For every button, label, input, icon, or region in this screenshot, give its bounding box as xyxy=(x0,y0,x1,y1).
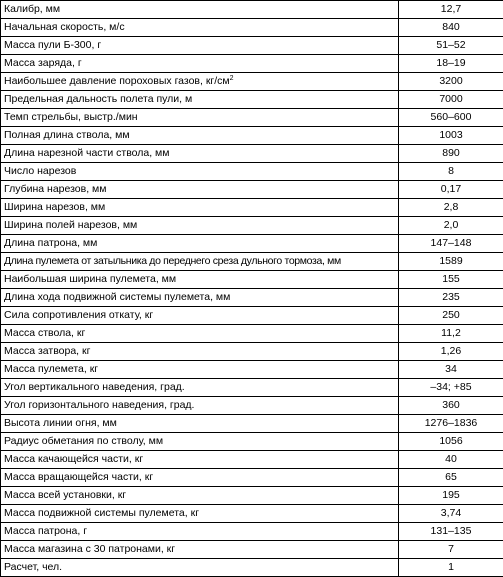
parameter-value: 0,17 xyxy=(399,181,503,199)
parameter-label xyxy=(1,307,399,325)
parameter-label xyxy=(1,73,399,91)
parameter-label-text: Масса затвора, кг xyxy=(4,345,90,357)
parameter-value: 8 xyxy=(399,163,503,181)
parameter-label xyxy=(1,217,399,235)
table-row xyxy=(1,487,503,505)
table-row xyxy=(1,505,503,523)
parameter-label-text: Угол горизонтального наведения, град. xyxy=(4,399,194,411)
parameter-value: 2,0 xyxy=(399,217,503,235)
parameter-label xyxy=(1,361,399,379)
parameter-label xyxy=(1,199,399,217)
parameter-label xyxy=(1,469,399,487)
parameter-value: 12,7 xyxy=(399,1,503,19)
parameter-label-text: Высота линии огня, мм xyxy=(4,417,117,429)
parameter-value: 147–148 xyxy=(399,235,503,253)
parameter-label-text: Калибр, мм xyxy=(4,3,60,15)
table-row xyxy=(1,181,503,199)
parameter-label xyxy=(1,145,399,163)
parameter-value: 18–19 xyxy=(399,55,503,73)
parameter-value: –34; +85 xyxy=(399,379,503,397)
parameter-label-text: Число нарезов xyxy=(4,165,76,177)
parameter-value: 2,8 xyxy=(399,199,503,217)
parameter-label-text: Полная длина ствола, мм xyxy=(4,129,130,141)
parameter-value: 131–135 xyxy=(399,523,503,541)
parameter-value: 840 xyxy=(399,19,503,37)
parameter-label xyxy=(1,19,399,37)
parameter-label-text: Расчет, чел. xyxy=(4,561,62,573)
parameter-label-text: Угол вертикального наведения, град. xyxy=(4,381,185,393)
parameter-label-text: Ширина нарезов, мм xyxy=(4,201,105,213)
parameter-label xyxy=(1,433,399,451)
table-row xyxy=(1,307,503,325)
parameter-label-text: Темп стрельбы, выстр./мин xyxy=(4,111,138,123)
parameter-label-text: Масса пулемета, кг xyxy=(4,363,98,375)
parameter-value: 235 xyxy=(399,289,503,307)
specifications-table-body xyxy=(1,1,503,577)
parameter-label-text: Глубина нарезов, мм xyxy=(4,183,107,195)
parameter-value: 40 xyxy=(399,451,503,469)
table-row xyxy=(1,559,503,577)
parameter-label-text: Масса вращающейся части, кг xyxy=(4,471,153,483)
parameter-label-text: Начальная скорость, м/с xyxy=(4,21,125,33)
parameter-label-text: Наибольшее давление пороховых газов, кг/см xyxy=(4,75,230,87)
parameter-label-text: Масса ствола, кг xyxy=(4,327,85,339)
table-row xyxy=(1,73,503,91)
table-row xyxy=(1,109,503,127)
parameter-label xyxy=(1,415,399,433)
parameter-label xyxy=(1,289,399,307)
parameter-label xyxy=(1,541,399,559)
parameter-label xyxy=(1,253,399,271)
table-row xyxy=(1,253,503,271)
parameter-value: 1589 xyxy=(399,253,503,271)
parameter-label-text: Длина хода подвижной системы пулемета, мм xyxy=(4,291,230,303)
parameter-label xyxy=(1,91,399,109)
parameter-label xyxy=(1,109,399,127)
parameter-value: 65 xyxy=(399,469,503,487)
parameter-label-text: Сила сопротивления откату, кг xyxy=(4,309,153,321)
table-row xyxy=(1,289,503,307)
table-row xyxy=(1,163,503,181)
table-row xyxy=(1,145,503,163)
parameter-label xyxy=(1,559,399,577)
parameter-label xyxy=(1,163,399,181)
parameter-label xyxy=(1,1,399,19)
parameter-label xyxy=(1,271,399,289)
table-row xyxy=(1,469,503,487)
parameter-label xyxy=(1,37,399,55)
parameter-value: 1 xyxy=(399,559,503,577)
table-row xyxy=(1,325,503,343)
table-row xyxy=(1,217,503,235)
table-row xyxy=(1,235,503,253)
parameter-value: 1,26 xyxy=(399,343,503,361)
parameter-value: 7000 xyxy=(399,91,503,109)
table-row xyxy=(1,91,503,109)
parameter-label xyxy=(1,55,399,73)
parameter-label-text: Масса подвижной системы пулемета, кг xyxy=(4,507,199,519)
parameter-label-text: Наибольшая ширина пулемета, мм xyxy=(4,273,176,285)
parameter-label xyxy=(1,487,399,505)
parameter-label-text: Масса всей установки, кг xyxy=(4,489,126,501)
parameter-value: 360 xyxy=(399,397,503,415)
parameter-value: 560–600 xyxy=(399,109,503,127)
parameter-label-text: Масса заряда, г xyxy=(4,57,82,69)
table-row xyxy=(1,397,503,415)
parameter-value: 250 xyxy=(399,307,503,325)
parameter-value: 7 xyxy=(399,541,503,559)
parameter-value: 1276–1836 xyxy=(399,415,503,433)
parameter-label-text: Масса патрона, г xyxy=(4,525,87,537)
parameter-value: 11,2 xyxy=(399,325,503,343)
parameter-label-text: Длина нарезной части ствола, мм xyxy=(4,147,170,159)
parameter-value: 1003 xyxy=(399,127,503,145)
parameter-value: 195 xyxy=(399,487,503,505)
parameter-label-text: Масса пули Б-300, г xyxy=(4,39,101,51)
parameter-label-text: Длина пулемета от затыльника до переднего среза дульного тормоза, мм xyxy=(4,255,341,267)
table-row xyxy=(1,379,503,397)
table-row xyxy=(1,433,503,451)
table-row xyxy=(1,127,503,145)
table-row xyxy=(1,343,503,361)
table-row xyxy=(1,541,503,559)
table-row xyxy=(1,415,503,433)
parameter-label-text: Масса магазина с 30 патронами, кг xyxy=(4,543,175,555)
table-row xyxy=(1,19,503,37)
parameter-value: 155 xyxy=(399,271,503,289)
parameter-value: 890 xyxy=(399,145,503,163)
table-row xyxy=(1,199,503,217)
parameter-value: 1056 xyxy=(399,433,503,451)
parameter-label-text: Предельная дальность полета пули, м xyxy=(4,93,192,105)
parameter-label xyxy=(1,343,399,361)
parameter-label-text: Ширина полей нарезов, мм xyxy=(4,219,137,231)
parameter-label xyxy=(1,181,399,199)
table-row xyxy=(1,55,503,73)
parameter-label xyxy=(1,397,399,415)
parameter-label xyxy=(1,235,399,253)
parameter-value: 3,74 xyxy=(399,505,503,523)
table-row xyxy=(1,1,503,19)
unit-superscript: 2 xyxy=(230,75,234,82)
table-row xyxy=(1,271,503,289)
parameter-label-text: Радиус обметания по стволу, мм xyxy=(4,435,163,447)
table-row xyxy=(1,451,503,469)
parameter-value: 34 xyxy=(399,361,503,379)
parameter-label xyxy=(1,379,399,397)
parameter-value: 51–52 xyxy=(399,37,503,55)
parameter-label-text: Масса качающейся части, кг xyxy=(4,453,143,465)
table-row xyxy=(1,37,503,55)
parameter-label xyxy=(1,325,399,343)
parameter-value: 3200 xyxy=(399,73,503,91)
parameter-label xyxy=(1,505,399,523)
parameter-label xyxy=(1,127,399,145)
parameter-label-text: Длина патрона, мм xyxy=(4,237,97,249)
parameter-label xyxy=(1,523,399,541)
parameter-label xyxy=(1,451,399,469)
table-row xyxy=(1,523,503,541)
table-row xyxy=(1,361,503,379)
